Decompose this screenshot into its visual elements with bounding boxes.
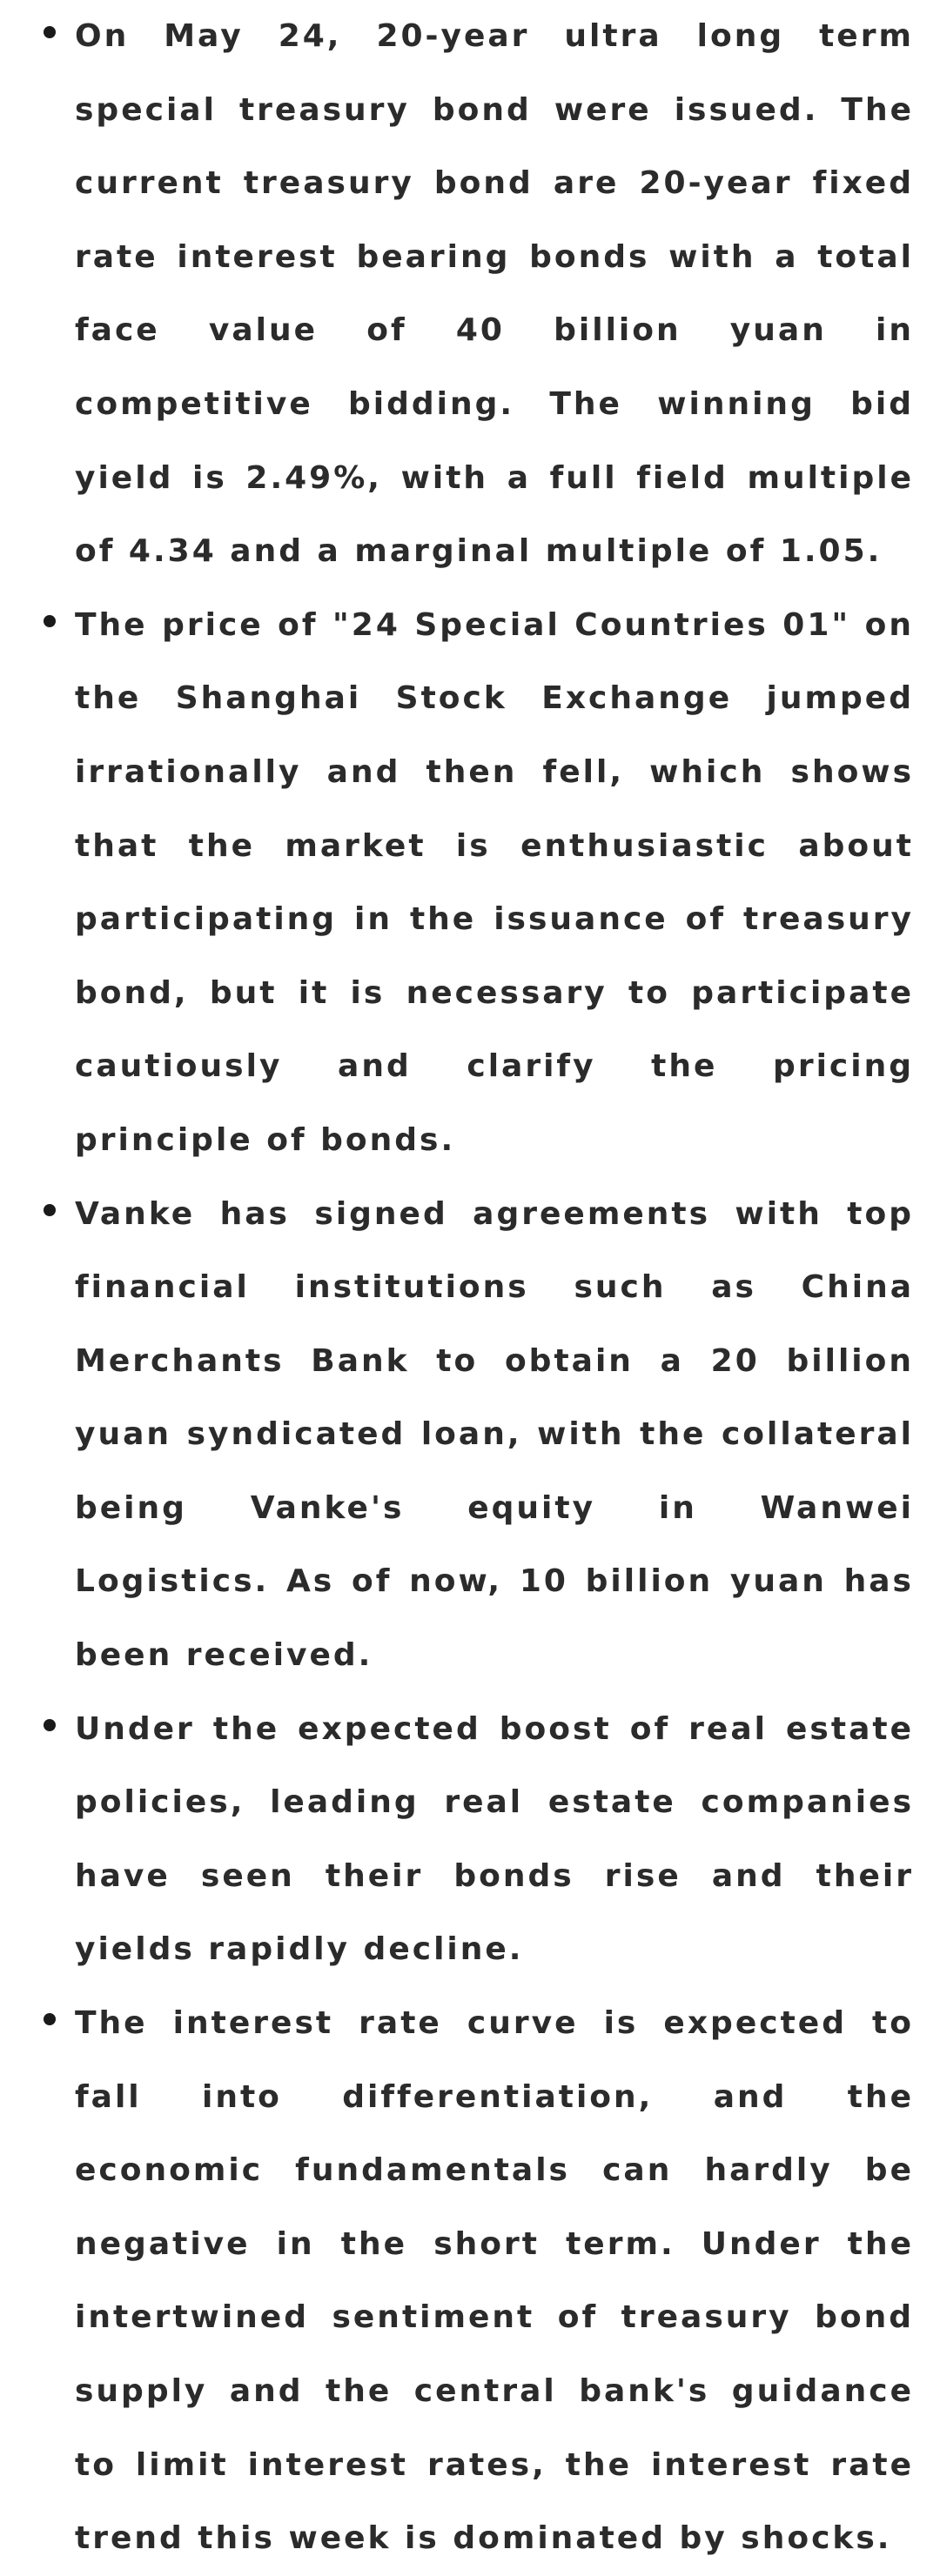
bullet-item [0,1178,914,1693]
bullet-item [0,589,914,1178]
bullet-item [0,0,914,589]
bullet-text: On May 24, 20-year ultra long term special treasury bond were issued. The current treasury bond are 20-year fixed rate interest bearing bonds with a total face value of 40 billion yuan in competitive bidding. The winning bid yield is 2.49%, with a full field multiple of 4.34 and a marginal multiple of 1.05. [75,18,914,570]
bullet-dot-icon [44,1204,56,1216]
bullet-dot-icon [44,2013,56,2025]
bullet-text: Under the expected boost of real estate policies, leading real estate companies have seen their bonds rise and their yields rapidly decline. [75,1710,914,1968]
bullet-text: The interest rate curve is expected to fall into differentiation, and the economic fundamentals can hardly be negative in the short term. Under the intertwined sentiment of treasury bond supply and the central bank's guidance to limit interest rates, the interest rate trend this week is dominated by shocks. [75,2005,914,2557]
bullet-text: Vanke has signed agreements with top financial institutions such as China Merchants Bank to obtain a 20 billion yuan syndicated loan, with the collateral being Vanke's equity in Wanwei Logistics. As of now, 10 billion yuan has been received. [75,1195,914,1674]
bullet-dot-icon [44,1719,56,1731]
bullet-item [0,1987,914,2576]
bullet-item [0,1693,914,1987]
bullet-text: The price of "24 Special Countries 01" on the Shanghai Stock Exchange jumped irrationally and then fell, which shows that the market is enthusiastic about participating in the issuance of treasury bond, but it is necessary to participate cautiously and clarify the pricing principle of bonds. [75,606,914,1158]
bullet-dot-icon [44,615,56,627]
bullet-dot-icon [44,26,56,38]
